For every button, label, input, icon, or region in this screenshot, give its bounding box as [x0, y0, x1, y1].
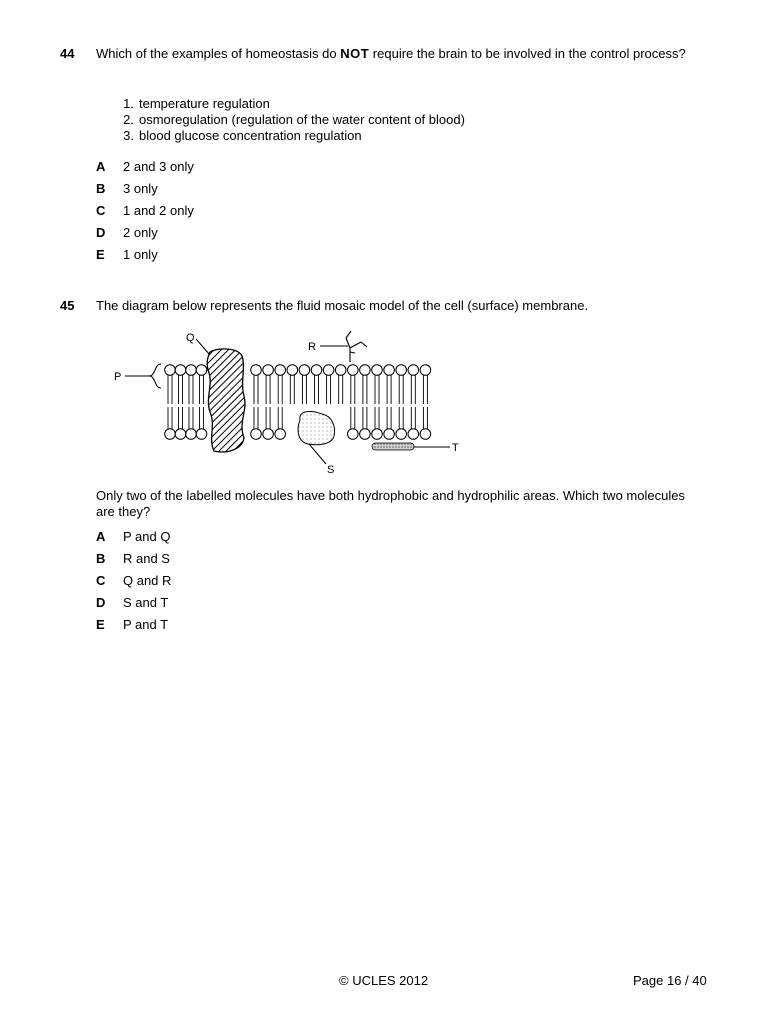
phospholipid	[175, 365, 186, 440]
answer-options	[96, 526, 171, 636]
phospholipid	[335, 365, 346, 404]
protein-s	[298, 412, 334, 445]
phospholipid	[275, 365, 286, 440]
list-item: 1. temperature regulation	[123, 96, 270, 111]
phospholipid	[372, 365, 383, 440]
bracket-p	[125, 364, 161, 388]
phospholipid	[360, 365, 371, 440]
question-number: 45	[60, 298, 75, 313]
membrane-diagram	[110, 326, 490, 478]
option-e[interactable]: E P and T	[96, 617, 169, 632]
phospholipid	[420, 365, 431, 440]
option-d[interactable]: D 2 only	[96, 225, 158, 240]
leader-line	[196, 339, 210, 355]
phospholipid	[251, 365, 262, 440]
phospholipid	[408, 365, 419, 440]
question-number: 44	[60, 46, 75, 61]
option-a[interactable]: A P and Q	[96, 529, 171, 544]
phospholipid	[186, 365, 197, 440]
phospholipid	[299, 365, 310, 404]
phospholipid	[323, 365, 334, 404]
footer-page-number: Page 16 / 40	[633, 973, 707, 988]
option-e[interactable]: E 1 only	[96, 247, 158, 262]
question-prompt: Only two of the labelled molecules have both hydrophobic and hydrophilic areas. Which two molecules are they?	[96, 488, 685, 519]
option-b[interactable]: B R and S	[96, 551, 170, 566]
answer-options	[96, 156, 194, 266]
phospholipid	[287, 365, 298, 404]
list-item: 3. blood glucose concentration regulation	[123, 128, 362, 143]
phospholipid	[165, 365, 176, 440]
phospholipid	[348, 365, 359, 440]
option-a[interactable]: A 2 and 3 only	[96, 159, 194, 174]
protein-q	[207, 349, 245, 452]
label-r: R	[308, 341, 316, 353]
emphasis-not: NOT	[340, 46, 370, 61]
question-stem: Which of the examples of homeostasis do NOT require the brain to be involved in the control process?	[96, 46, 686, 61]
leader-line	[309, 444, 326, 464]
option-c[interactable]: C 1 and 2 only	[96, 203, 194, 218]
label-q: Q	[186, 332, 195, 344]
option-b[interactable]: B 3 only	[96, 181, 158, 196]
option-d[interactable]: D S and T	[96, 595, 169, 610]
phospholipid	[196, 365, 207, 440]
glycoprotein-r	[346, 331, 367, 362]
molecule-t	[372, 443, 414, 450]
phospholipid	[396, 365, 407, 440]
label-s: S	[327, 464, 335, 476]
question-stem: The diagram below represents the fluid mosaic model of the cell (surface) membrane.	[96, 298, 589, 313]
label-t: T	[452, 442, 459, 454]
list-item: 2. osmoregulation (regulation of the water content of blood)	[123, 112, 465, 127]
phospholipid	[384, 365, 395, 440]
statement-list	[110, 96, 465, 144]
footer-copyright: © UCLES 2012	[339, 973, 429, 988]
label-p: P	[114, 371, 122, 383]
phospholipid	[311, 365, 322, 404]
phospholipid	[263, 365, 274, 440]
option-c[interactable]: C Q and R	[96, 573, 172, 588]
